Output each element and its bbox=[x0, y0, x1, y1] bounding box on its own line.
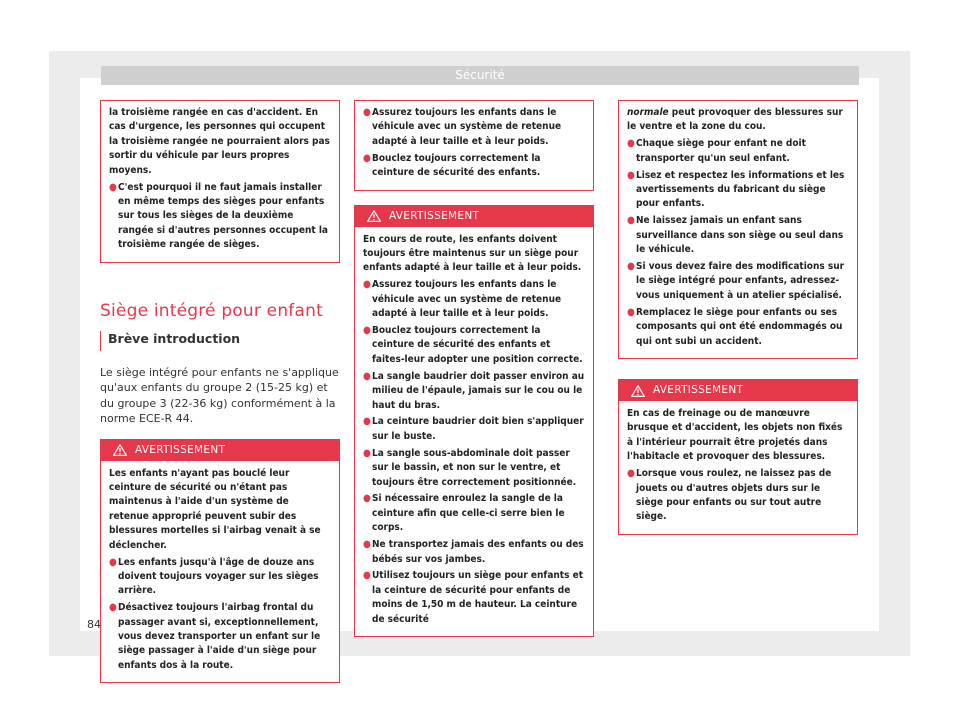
warning-bullet: ● Lisez et respectez les informations et les avertissements du fabricant du siège pour enfants. bbox=[627, 169, 849, 212]
warning-box bbox=[100, 439, 340, 684]
warning-label: AVERTISSEMENT bbox=[135, 443, 226, 456]
warning-header bbox=[619, 380, 857, 401]
warning-bullet: ● Ne laissez jamais un enfant sans surveillance dans son siège ou seul dans le véhicule. bbox=[627, 214, 849, 257]
bullet-icon: ● bbox=[627, 261, 635, 273]
bullet-icon: ● bbox=[627, 169, 635, 181]
warning-bullet: ● Si nécessaire enroulez la sangle de la ceinture afin que celle-ci serre bien le corps. bbox=[363, 492, 585, 535]
page-number: 84 bbox=[87, 618, 101, 631]
warning-box bbox=[354, 205, 594, 638]
warning-text: En cas de freinage ou de manœuvre brusque et d'accident, les objets non fixés à l'intérieur pourrait être projetés dans l'habitacle et provoquer des blessures. bbox=[627, 408, 843, 463]
warning-header bbox=[101, 440, 339, 461]
column-2 bbox=[354, 100, 594, 637]
section-title: Siège intégré pour enfant bbox=[100, 300, 323, 321]
page-header bbox=[101, 66, 859, 85]
warning-bullet: ● La ceinture baudrier doit bien s'appliquer sur le buste. bbox=[363, 415, 585, 444]
warning-bullet: ● Les enfants jusqu'à l'âge de douze ans doivent toujours voyager sur les sièges arrière. bbox=[109, 556, 331, 599]
warning-label: AVERTISSEMENT bbox=[653, 384, 744, 396]
warning-header bbox=[355, 206, 593, 227]
warning-bullet: ● Lorsque vous roulez, ne laissez pas de jouets ou d'autres objets durs sur le siège pour enfants ou sur tout autre siège. bbox=[627, 467, 849, 525]
warning-text: la troisième rangée en cas d'accident. En cas d'urgence, les personnes qui occupent la troisième rangée ne pourraient alors pas sortir du véhicule par leurs propres moyens. bbox=[109, 107, 330, 176]
warning-box bbox=[618, 379, 858, 535]
column-3 bbox=[618, 100, 858, 535]
bullet-icon: ● bbox=[363, 152, 371, 164]
bullet-icon: ● bbox=[363, 539, 371, 551]
warning-triangle-icon bbox=[367, 210, 381, 222]
warning-continuation-box bbox=[618, 100, 858, 359]
warning-bullet: ● Bouclez toujours correctement la ceinture de sécurité des enfants. bbox=[363, 152, 585, 181]
warning-triangle-icon bbox=[631, 385, 645, 397]
bullet-icon: ● bbox=[363, 493, 371, 505]
warning-bullet: ● Utilisez toujours un siège pour enfants et la ceinture de sécurité pour enfants de moins de 1,50 m de hauteur. La ceinture de sécurité bbox=[363, 569, 585, 627]
warning-text: En cours de route, les enfants doivent toujours être maintenus sur un siège pour enfants adapté à leur taille et à leur poids. bbox=[363, 233, 582, 274]
bullet-icon: ● bbox=[109, 181, 117, 193]
bullet-icon: ● bbox=[109, 556, 117, 568]
body-paragraph: Le siège intégré pour enfants ne s'applique qu'aux enfants du groupe 2 (15-25 kg) et du groupe 3 (22-36 kg) conformément à la norme ECE-R 44. bbox=[100, 365, 339, 426]
warning-text: Les enfants n'ayant pas bouclé leur ceinture de sécurité ou n'étant pas maintenus à l'aide d'un système de retenue approprié peuvent subir des blessures mortelles si l'airbag venait à se déclencher. bbox=[109, 467, 321, 551]
section-subtitle-wrap bbox=[100, 331, 340, 351]
warning-bullet: ● Ne transportez jamais des enfants ou des bébés sur vos jambes. bbox=[363, 538, 585, 567]
warning-label: AVERTISSEMENT bbox=[389, 209, 480, 222]
warning-bullet: ● Remplacez le siège pour enfants ou ses composants qui ont été endommagés ou qui ont subi un accident. bbox=[627, 306, 849, 349]
warning-bullet: ● Bouclez toujours correctement la ceinture de sécurité des enfants et faites-leur adopter une position correcte. bbox=[363, 324, 585, 367]
warning-bullet: ● Assurez toujours les enfants dans le véhicule avec un système de retenue adapté à leur taille et à leur poids. bbox=[363, 106, 585, 149]
bullet-icon: ● bbox=[363, 447, 371, 459]
warning-bullet: ● C'est pourquoi il ne faut jamais installer en même temps des sièges pour enfants sur tous les sièges de la deuxième rangée si d'autres personnes occupent la troisième rangée de sièges. bbox=[109, 181, 331, 253]
italic-term: normale bbox=[627, 107, 669, 118]
bullet-icon: ● bbox=[363, 279, 371, 291]
warning-bullet: ● Désactivez toujours l'airbag frontal du passager avant si, exceptionnellement, vous devez transporter un enfant sur le siège passager à l'aide d'un siège pour enfants dos à la route. bbox=[109, 601, 331, 673]
warning-bullet: ● Assurez toujours les enfants dans le véhicule avec un système de retenue adapté à leur taille et à leur poids. bbox=[363, 278, 585, 321]
bullet-icon: ● bbox=[363, 107, 371, 118]
section-subtitle: Brève introduction bbox=[108, 330, 241, 346]
column-1 bbox=[100, 100, 340, 683]
bullet-icon: ● bbox=[363, 370, 371, 382]
warning-triangle-icon bbox=[113, 444, 127, 456]
warning-bullet: ● La sangle baudrier doit passer environ au milieu de l'épaule, jamais sur le cou ou le haut du bras. bbox=[363, 370, 585, 413]
warning-text: normale peut provoquer des blessures sur le ventre et la zone du cou. bbox=[627, 107, 843, 133]
bullet-icon: ● bbox=[627, 306, 635, 318]
bullet-icon: ● bbox=[109, 602, 117, 614]
warning-bullet: ● Si vous devez faire des modifications sur le siège intégré pour enfants, adressez-vous uniquement à un atelier spécialisé. bbox=[627, 260, 849, 303]
warning-bullet: ● La sangle sous-abdominale doit passer sur le bassin, et non sur le ventre, et toujours être correctement positionnée. bbox=[363, 447, 585, 490]
warning-bullet: ● Chaque siège pour enfant ne doit transporter qu'un seul enfant. bbox=[627, 137, 849, 166]
bullet-icon: ● bbox=[363, 570, 371, 582]
bullet-icon: ● bbox=[363, 324, 371, 336]
page-header-title: Sécurité bbox=[455, 68, 505, 82]
warning-continuation-box bbox=[354, 100, 594, 191]
bullet-icon: ● bbox=[627, 215, 635, 227]
warning-continuation-box bbox=[100, 100, 340, 263]
bullet-icon: ● bbox=[627, 468, 635, 480]
bullet-icon: ● bbox=[363, 416, 371, 428]
bullet-icon: ● bbox=[627, 138, 635, 150]
